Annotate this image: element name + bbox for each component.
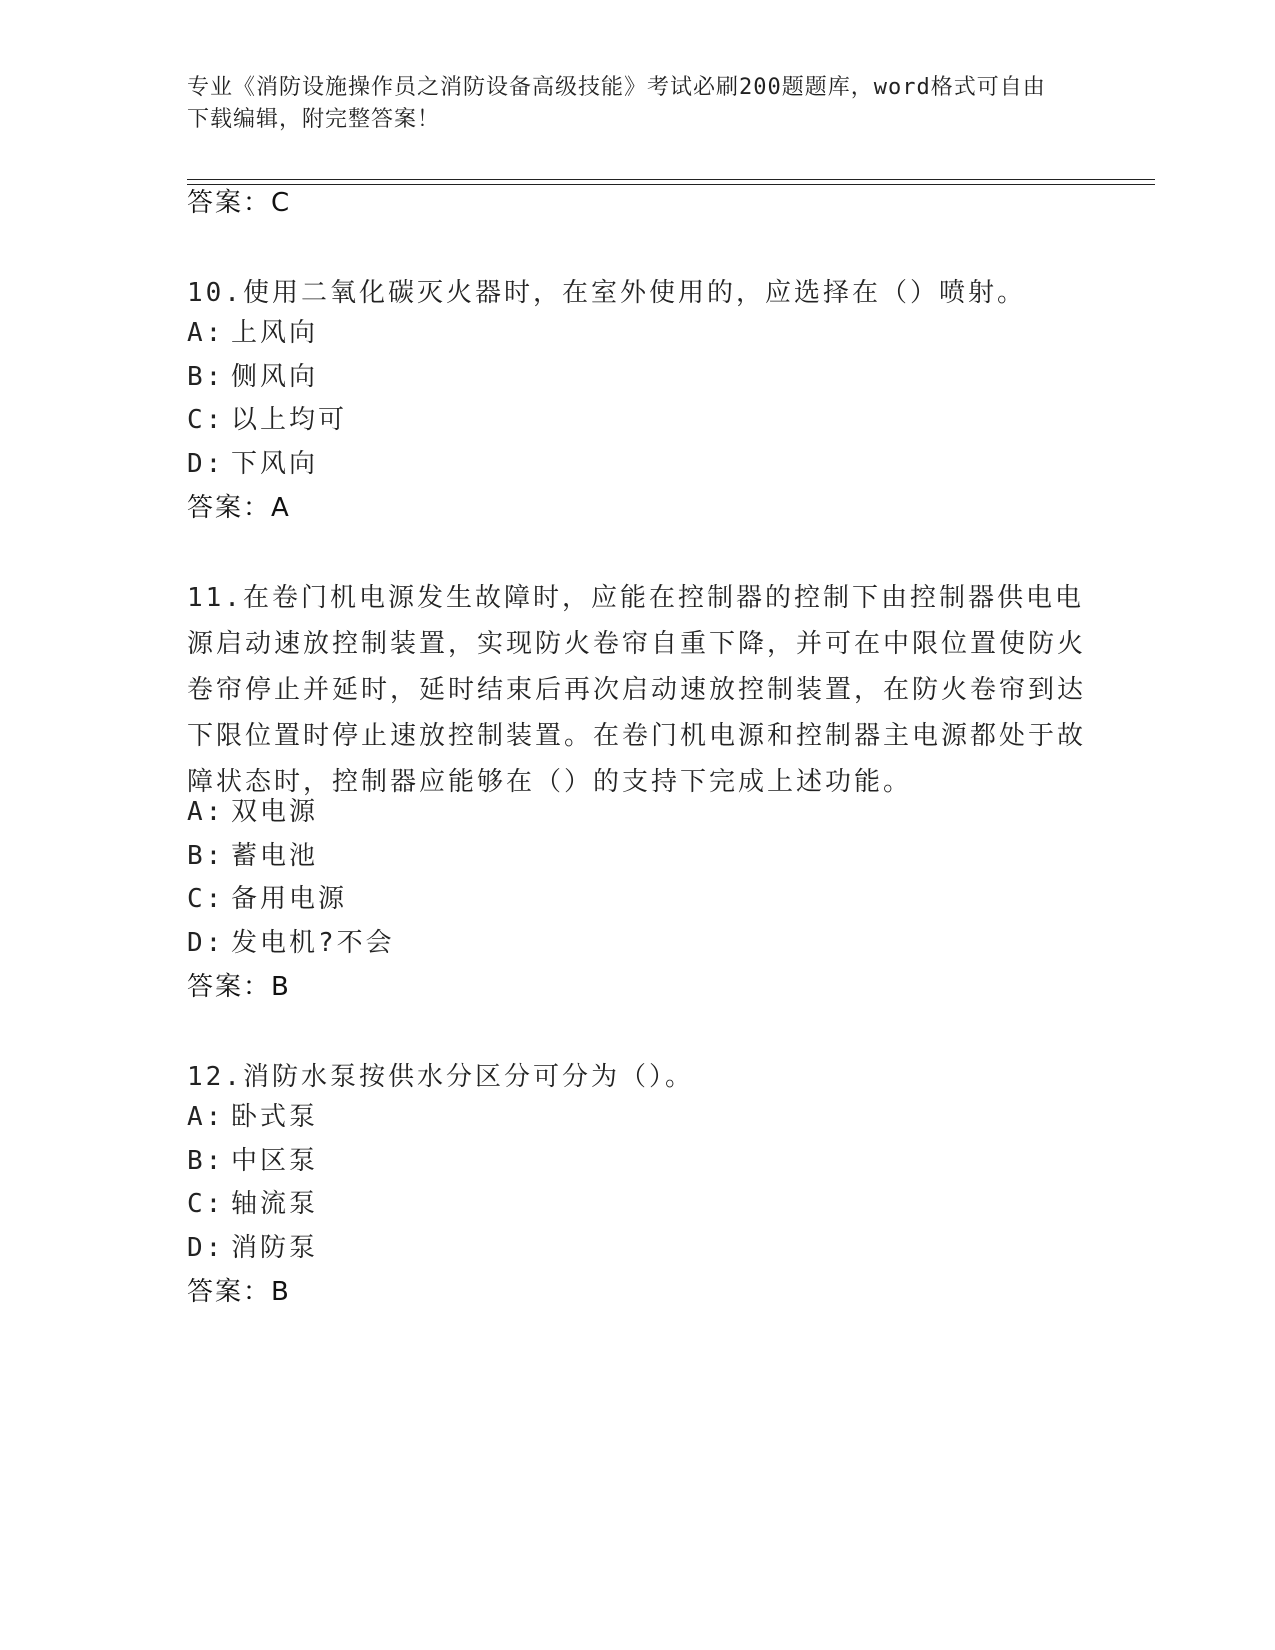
option-letter: B: — [187, 1146, 225, 1176]
answer-label: 答案：B — [187, 1277, 291, 1307]
option-text: 上风向 — [231, 318, 319, 348]
option-d — [187, 926, 395, 960]
option-letter: B: — [187, 841, 225, 871]
option-letter: B: — [187, 362, 225, 392]
option-letter: A: — [187, 318, 225, 348]
option-letter: C: — [187, 884, 225, 914]
header-divider — [187, 179, 1155, 180]
option-b — [187, 839, 318, 873]
option-text: 轴流泵 — [231, 1189, 319, 1219]
option-letter: A: — [187, 797, 225, 827]
question-text: 11.在卷门机电源发生故障时，应能在控制器的控制下由控制器供电电源启动速放控制装置，实现防火卷帘自重下降，并可在中限位置使防火卷帘停止并延时，延时结束后再次启动速放控制装置，在防火卷帘到达下限位置时停止速放控制装置。在卷门机电源和控制器主电源都处于故障状态时，控制器应能够在（）的支持下完成上述功能。 — [187, 583, 1087, 797]
option-a — [187, 1100, 318, 1134]
option-text: 发电机?不会 — [231, 928, 395, 958]
question-text: 12.消防水泵按供水分区分可分为（）。 — [187, 1062, 694, 1092]
option-text: 中区泵 — [231, 1146, 319, 1176]
answer-label: 答案：C — [187, 188, 292, 218]
option-letter: D: — [187, 1233, 225, 1263]
option-text: 双电源 — [231, 797, 319, 827]
option-letter: D: — [187, 449, 225, 479]
answer-label: 答案：A — [187, 493, 291, 523]
option-c — [187, 1187, 318, 1221]
option-text: 卧式泵 — [231, 1102, 319, 1132]
option-c — [187, 403, 347, 437]
answer-label: 答案：B — [187, 972, 291, 1002]
option-c — [187, 882, 347, 916]
question-text: 10.使用二氧化碳灭火器时，在室外使用的，应选择在（）喷射。 — [187, 278, 1026, 308]
option-text: 备用电源 — [231, 884, 348, 914]
option-b — [187, 1144, 318, 1178]
option-a — [187, 316, 318, 350]
option-letter: D: — [187, 928, 225, 958]
document-header: 专业《消防设施操作员之消防设备高级技能》考试必刷200题题库，word格式可自由下载编辑，附完整答案！ — [187, 75, 1046, 132]
option-letter: C: — [187, 405, 225, 435]
option-letter: C: — [187, 1189, 225, 1219]
option-text: 侧风向 — [231, 362, 319, 392]
option-text: 消防泵 — [231, 1233, 319, 1263]
header-divider-secondary — [187, 184, 1155, 185]
option-text: 以上均可 — [231, 405, 348, 435]
option-d — [187, 1231, 318, 1265]
option-d — [187, 447, 318, 481]
option-text: 下风向 — [231, 449, 319, 479]
option-text: 蓄电池 — [231, 841, 319, 871]
option-letter: A: — [187, 1102, 225, 1132]
option-b — [187, 360, 318, 394]
option-a — [187, 795, 318, 829]
